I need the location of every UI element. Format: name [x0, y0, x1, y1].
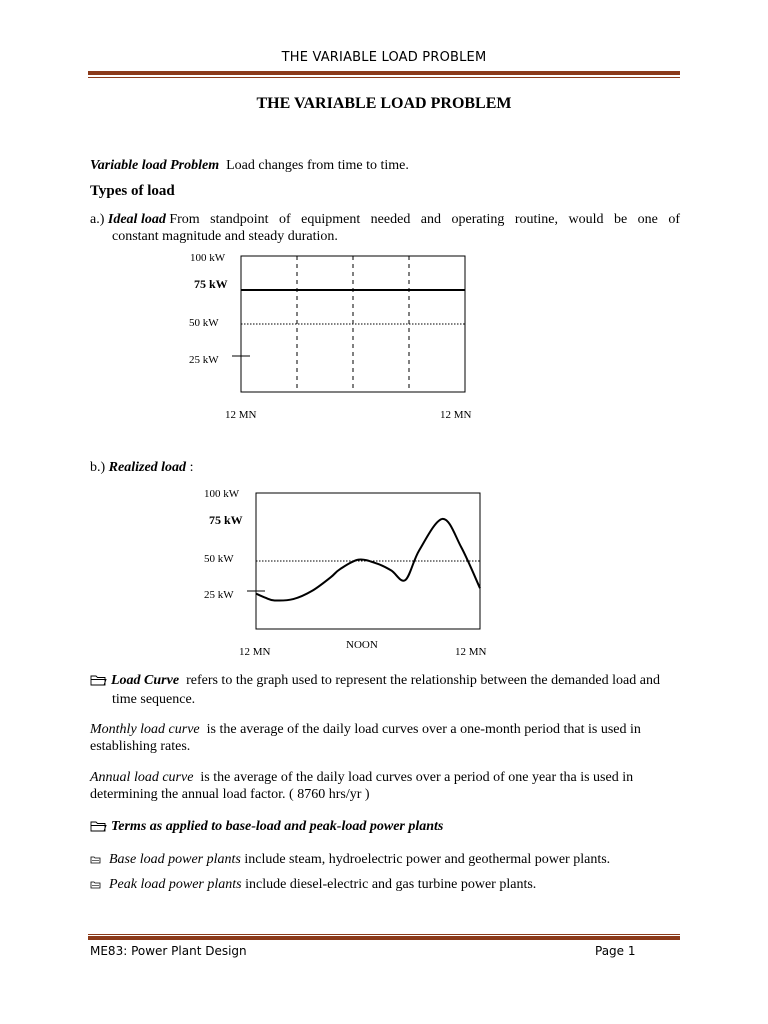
- monthly-line2: establishing rates.: [90, 739, 191, 754]
- intro-term: Variable load Problem: [90, 158, 220, 173]
- load-curve-line1: refers to the graph used to represent the relationship between the demanded load and: [186, 673, 660, 688]
- ideal-load-chart: [160, 248, 500, 423]
- x-tick-label: 12 MN: [455, 646, 487, 658]
- page-title: THE VARIABLE LOAD PROBLEM: [256, 95, 512, 112]
- peak-load-term: Peak load power plants: [109, 877, 242, 892]
- load-curve-line2: time sequence.: [112, 692, 196, 707]
- folder-icon: [90, 674, 107, 691]
- types-heading: Types of load: [90, 183, 175, 199]
- x-tick-label: 12 MN: [225, 409, 257, 421]
- peak-load-item: [90, 876, 536, 894]
- y-tick-label: 100 kW: [190, 252, 226, 264]
- terms-heading: Terms as applied to base-load and peak-load power plants: [111, 819, 444, 834]
- small-bullet-icon: [90, 877, 101, 894]
- load-curve-paragraph: [90, 672, 685, 708]
- footer-rule-thin: [88, 934, 680, 935]
- ideal-text-line1: From standpoint of equipment needed and operating routine, would be one of: [169, 212, 680, 227]
- footer-rule: [88, 936, 680, 940]
- small-bullet-icon: [90, 852, 101, 869]
- realized-line: [90, 459, 193, 476]
- realized-marker: b.): [90, 460, 106, 475]
- y-tick-label: 75 kW: [194, 277, 228, 291]
- ideal-paragraph: [90, 211, 680, 245]
- x-tick-label: 12 MN: [239, 646, 271, 658]
- terms-heading-line: [90, 818, 443, 837]
- annual-line2: determining the annual load factor. ( 8760 hrs/yr ): [90, 787, 370, 802]
- x-tick-label: NOON: [346, 639, 378, 651]
- y-tick-label: 50 kW: [204, 553, 234, 565]
- y-tick-label: 25 kW: [204, 589, 234, 601]
- annual-term: Annual load curve: [90, 770, 194, 785]
- y-tick-label: 100 kW: [204, 488, 240, 500]
- realized-load-curve: [256, 519, 480, 601]
- base-load-item: [90, 851, 610, 869]
- y-tick-label: 50 kW: [189, 317, 219, 329]
- base-load-term: Base load power plants: [109, 852, 241, 867]
- x-tick-label: 12 MN: [440, 409, 472, 421]
- realized-colon: :: [189, 460, 194, 475]
- y-tick-label: 75 kW: [209, 513, 243, 527]
- intro-text: Load changes from time to time.: [226, 158, 409, 173]
- ideal-marker: a.): [90, 212, 105, 227]
- base-load-text: include steam, hydroelectric power and geothermal power plants.: [244, 852, 611, 867]
- annual-line1: is the average of the daily load curves over a period of one year tha is used in: [200, 770, 634, 785]
- ideal-term: Ideal load: [107, 212, 166, 227]
- folder-icon: [90, 820, 107, 837]
- peak-load-text: include diesel-electric and gas turbine power plants.: [245, 877, 537, 892]
- y-tick-label: 25 kW: [189, 354, 219, 366]
- load-curve-term: Load Curve: [111, 673, 180, 688]
- footer-page-number: Page 1: [595, 944, 636, 958]
- realized-load-chart: [175, 485, 510, 660]
- ideal-line1: [90, 211, 169, 228]
- header-rule-thin: [88, 77, 680, 78]
- header-rule: [88, 71, 680, 75]
- monthly-paragraph: [90, 721, 685, 755]
- ideal-text-line2: constant magnitude and steady duration.: [112, 229, 338, 244]
- monthly-term: Monthly load curve: [90, 722, 200, 737]
- footer-course: ME83: Power Plant Design: [90, 944, 247, 958]
- annual-paragraph: [90, 769, 685, 803]
- monthly-line1: is the average of the daily load curves over a one-month period that is used in: [206, 722, 641, 737]
- intro-line: [90, 157, 409, 174]
- running-header: THE VARIABLE LOAD PROBLEM: [281, 50, 487, 65]
- realized-term: Realized load: [108, 460, 187, 475]
